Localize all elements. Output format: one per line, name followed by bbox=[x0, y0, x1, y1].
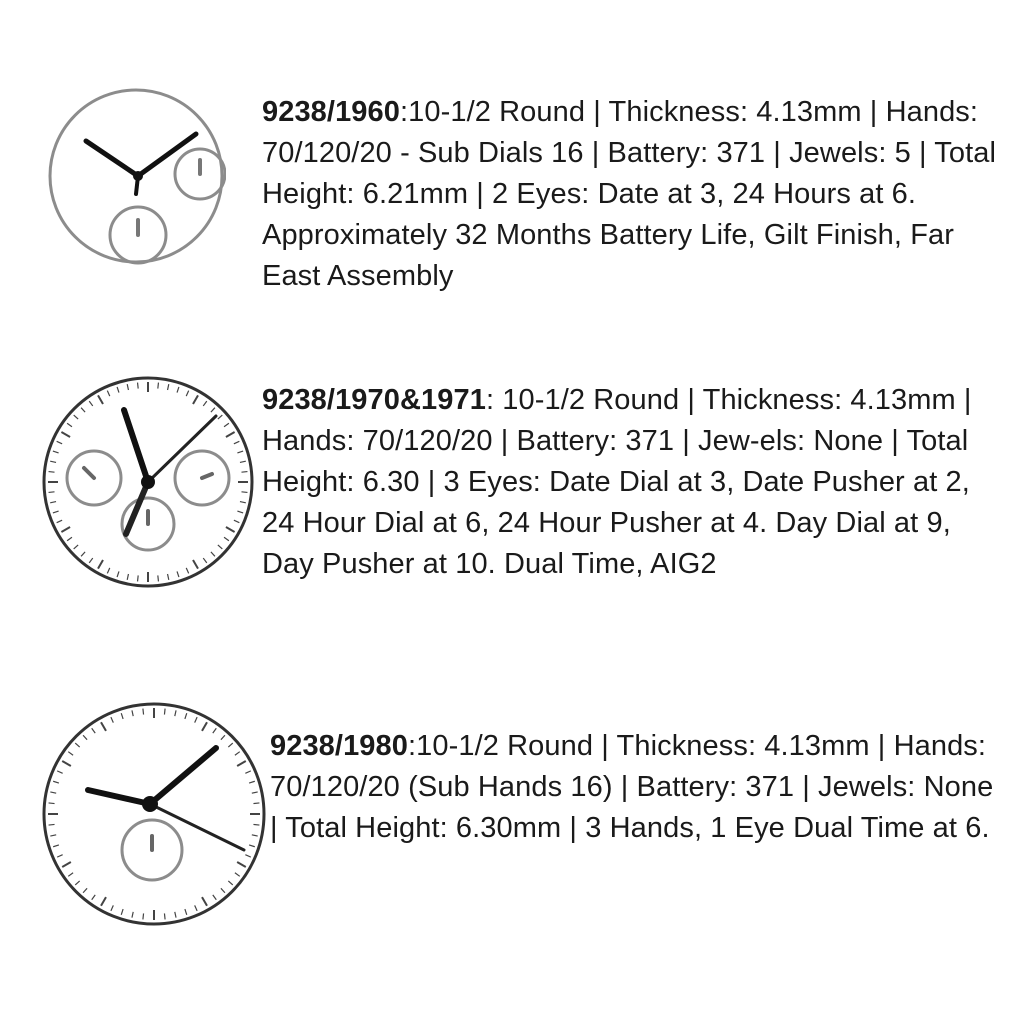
dial-tick-mark bbox=[241, 492, 247, 493]
dial-tick-mark bbox=[49, 472, 55, 473]
dial-tick-mark bbox=[75, 881, 79, 885]
dial-tick-mark bbox=[101, 897, 106, 906]
dial-tick-mark bbox=[186, 568, 188, 573]
dial-tick-mark bbox=[62, 862, 71, 867]
movement-description bbox=[270, 726, 1000, 849]
dial-tick-mark bbox=[89, 558, 93, 563]
dial-tick-mark bbox=[132, 710, 133, 716]
dial-tick-mark bbox=[164, 709, 165, 715]
dial-tick-mark bbox=[61, 432, 70, 437]
dial-tick-mark bbox=[237, 511, 243, 513]
dial-tick-mark bbox=[117, 571, 119, 577]
dial-tick-mark bbox=[75, 743, 79, 747]
dial-tick-mark bbox=[74, 415, 78, 419]
dial-tick-mark bbox=[218, 545, 222, 549]
movement-description bbox=[262, 380, 1002, 585]
dial-tick-mark bbox=[235, 873, 240, 877]
dial-tick-mark bbox=[138, 383, 139, 389]
dial-tick-mark bbox=[57, 855, 62, 857]
dial-tick-mark bbox=[237, 761, 246, 766]
dial-tick-mark bbox=[49, 803, 55, 804]
dial-tick-mark bbox=[211, 408, 215, 412]
dial-tick-mark bbox=[61, 527, 70, 532]
movement-specs: :10-1/2 Round | Thickness: 4.13mm | Hands: 70/120/20 - Sub Dials 16 | Battery: 371 | Jewels: 5 | Total Height: 6.21mm | 2 Eyes: Date at 3, 24 Hours at 6. Approximately 32 Months Battery Life, Gilt Finish, Far East Assembly bbox=[262, 96, 997, 292]
dial-tick-mark bbox=[193, 395, 198, 404]
dial-tick-mark bbox=[224, 423, 229, 427]
movement-code: 9238/1980 bbox=[270, 730, 408, 762]
dial-tick-mark bbox=[68, 873, 73, 877]
dial-tick-mark bbox=[53, 451, 59, 453]
dial-tick-mark bbox=[107, 568, 109, 573]
dial-tick-mark bbox=[213, 728, 217, 733]
dial-tick-mark bbox=[185, 909, 187, 915]
dial-tick-mark bbox=[53, 781, 59, 783]
dial-tick-mark bbox=[240, 502, 246, 503]
dial-tick-mark bbox=[237, 451, 243, 453]
dial-tick-mark bbox=[226, 527, 235, 532]
dial-tick-mark bbox=[92, 895, 96, 900]
dial-tick-mark bbox=[127, 574, 128, 580]
dial-tick-mark bbox=[234, 441, 239, 443]
dial-tick-mark bbox=[138, 575, 139, 581]
dial-tick-mark bbox=[57, 520, 62, 522]
dial-tick-mark bbox=[67, 423, 72, 427]
dial-tick-mark bbox=[164, 913, 165, 919]
dial-tick-mark bbox=[211, 552, 215, 556]
dial-tick-mark bbox=[237, 862, 246, 867]
dial-tick-mark bbox=[234, 520, 239, 522]
dial-tick-mark bbox=[168, 574, 169, 580]
dial-tick-mark bbox=[249, 845, 255, 847]
dial-tick-mark bbox=[252, 835, 258, 836]
dial-tick-mark bbox=[202, 722, 207, 731]
dial-tick-mark bbox=[62, 761, 71, 766]
dial-tick-mark bbox=[50, 835, 56, 836]
dial-tick-mark bbox=[158, 383, 159, 389]
watch-dial-one-subdial-icon bbox=[40, 700, 268, 928]
dial-tick-mark bbox=[101, 722, 106, 731]
dial-tick-mark bbox=[175, 912, 176, 918]
dial-tick-mark bbox=[67, 537, 72, 541]
dial-tick-mark bbox=[92, 728, 96, 733]
dial-tick-mark bbox=[83, 735, 87, 739]
dial-tick-mark bbox=[53, 845, 59, 847]
dial-tick-mark bbox=[221, 888, 225, 892]
dial-tick-mark bbox=[177, 571, 179, 577]
dial-tick-mark bbox=[111, 717, 113, 722]
dial-tick-mark bbox=[240, 461, 246, 462]
dial-tick-mark bbox=[185, 713, 187, 719]
dial-tick-mark bbox=[81, 552, 85, 556]
dial-tick-mark bbox=[193, 560, 198, 569]
dial-tick-mark bbox=[177, 387, 179, 393]
dial-tick-mark bbox=[158, 575, 159, 581]
dial-tick-mark bbox=[53, 511, 59, 513]
dial-tick-mark bbox=[228, 881, 232, 885]
dial-tick-mark bbox=[213, 895, 217, 900]
dial-tick-mark bbox=[221, 735, 225, 739]
dial-tick-mark bbox=[81, 408, 85, 412]
movement-specs: : 10-1/2 Round | Thickness: 4.13mm | Hands: 70/120/20 | Battery: 371 | Jew-els: None | Total Height: 6.30 | 3 Eyes: Date Dial at 3, Date Pusher at 2, 24 Hour Dial at 6, 24 Hour Pusher at 4. Day Dial at 9, Day Pusher at 10. Dual Time, AIG2 bbox=[262, 384, 972, 580]
dial-tick-mark bbox=[195, 717, 197, 722]
movement-description bbox=[262, 92, 1002, 297]
dial-tick-mark bbox=[203, 558, 207, 563]
movement-specs: :10-1/2 Round | Thickness: 4.13mm | Hands: 70/120/20 (Sub Hands 16) | Battery: 371 | Jewels: None | Total Height: 6.30mm | 3 Hands, 1 Eye Dual Time at 6. bbox=[270, 730, 994, 844]
dial-tick-mark bbox=[132, 912, 133, 918]
movement-code: 9238/1970&1971 bbox=[262, 384, 486, 416]
dial-tick-mark bbox=[74, 545, 78, 549]
dial-tick-mark bbox=[83, 888, 87, 892]
dial-tick-mark bbox=[195, 905, 197, 910]
watch-dial-three-subdials-icon bbox=[40, 374, 256, 590]
dial-tick-mark bbox=[117, 387, 119, 393]
dial-tick-mark bbox=[111, 905, 113, 910]
dial-tick-mark bbox=[226, 432, 235, 437]
dial-tick-mark bbox=[89, 401, 93, 406]
dial-tick-mark bbox=[107, 391, 109, 396]
dial-tick-mark bbox=[224, 537, 229, 541]
dial-tick-mark bbox=[168, 384, 169, 390]
dial-tick-mark bbox=[245, 771, 250, 773]
dial-tick-mark bbox=[253, 824, 259, 825]
dial-tick-mark bbox=[143, 709, 144, 715]
dial-tick-mark bbox=[252, 792, 258, 793]
dial-tick-mark bbox=[241, 472, 247, 473]
dial-tick-mark bbox=[127, 384, 128, 390]
dial-tick-mark bbox=[202, 897, 207, 906]
dial-tick-mark bbox=[68, 752, 73, 756]
dial-tick-mark bbox=[175, 710, 176, 716]
dial-tick-mark bbox=[121, 713, 123, 719]
dial-tick-mark bbox=[57, 441, 62, 443]
dial-tick-mark bbox=[235, 752, 240, 756]
dial-tick-mark bbox=[50, 502, 56, 503]
dial-tick-mark bbox=[143, 913, 144, 919]
dial-tick-mark bbox=[50, 461, 56, 462]
dial-tick-mark bbox=[49, 492, 55, 493]
dial-tick-mark bbox=[57, 771, 62, 773]
dial-tick-mark bbox=[228, 743, 232, 747]
dial-tick-mark bbox=[249, 781, 255, 783]
dial-tick-mark bbox=[218, 415, 222, 419]
dial-tick-mark bbox=[253, 803, 259, 804]
dial-tick-mark bbox=[245, 855, 250, 857]
dial-tick-mark bbox=[50, 792, 56, 793]
watch-dial-two-subdials-icon bbox=[46, 86, 226, 266]
dial-tick-mark bbox=[98, 560, 103, 569]
dial-tick-mark bbox=[186, 391, 188, 396]
dial-tick-mark bbox=[49, 824, 55, 825]
dial-tick-mark bbox=[121, 909, 123, 915]
movement-code: 9238/1960 bbox=[262, 96, 400, 128]
dial-tick-mark bbox=[203, 401, 207, 406]
dial-tick-mark bbox=[98, 395, 103, 404]
